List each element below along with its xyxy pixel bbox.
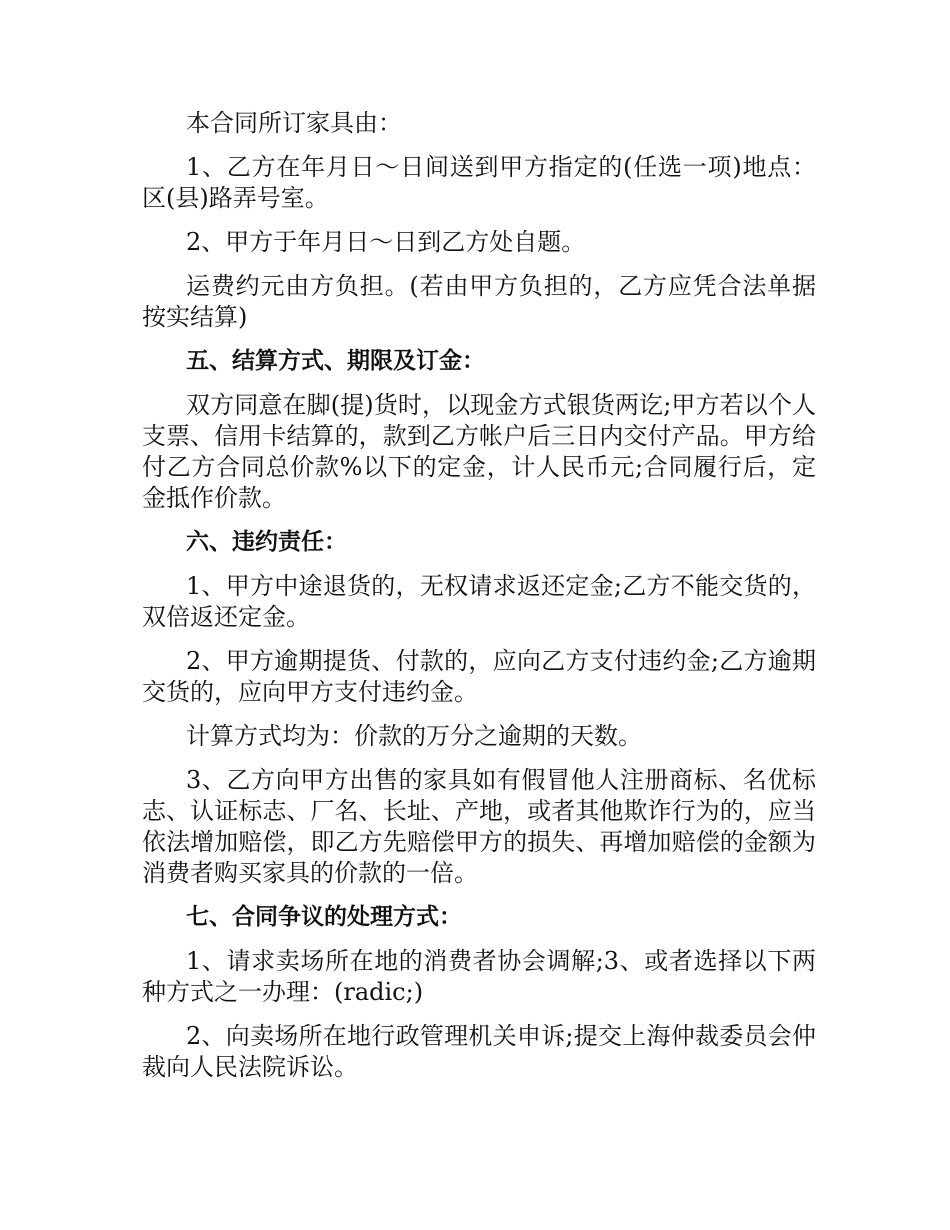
paragraph-shipping-fee: 运费约元由方负担。(若由甲方负担的，乙方应凭合法单据按实结算)	[142, 272, 816, 331]
section-heading-liability: 六、违约责任：	[186, 529, 347, 555]
paragraph-delivery-option-2: 2、甲方于年月日～日到乙方处自题。	[186, 228, 586, 256]
section-heading-dispute: 七、合同争议的处理方式：	[186, 904, 462, 930]
paragraph-liability-2: 2、甲方逾期提货、付款的，应向乙方支付违约金;乙方逾期交货的，应向甲方支付违约金。	[142, 647, 816, 706]
paragraph-calculation-method: 计算方式均为：价款的万分之逾期的天数。	[186, 722, 642, 750]
paragraph-liability-1: 1、甲方中途退货的，无权请求返还定金;乙方不能交货的，双倍返还定金。	[142, 572, 816, 631]
paragraph-delivery-option-1: 1、乙方在年月日～日间送到甲方指定的(任选一项)地点：区(县)路弄号室。	[142, 153, 816, 212]
document-page	[142, 108, 816, 1096]
paragraph-dispute-2: 2、向卖场所在地行政管理机关申诉;提交上海仲裁委员会仲裁向人民法院诉讼。	[142, 1022, 816, 1081]
section-heading-settlement: 五、结算方式、期限及订金：	[186, 348, 485, 374]
paragraph-dispute-1: 1、请求卖场所在地的消费者协会调解;3、或者选择以下两种方式之一办理：(radic;)	[142, 947, 816, 1006]
paragraph-settlement-terms: 双方同意在脚(提)货时，以现金方式银货两讫;甲方若以个人支票、信用卡结算的，款到乙方帐户后三日内交付产品。甲方给付乙方合同总价款%以下的定金，计人民币元;合同履行后，定金抵作价款。	[142, 391, 816, 512]
paragraph-liability-3: 3、乙方向甲方出售的家具如有假冒他人注册商标、名优标志、认证标志、厂名、长址、产地，或者其他欺诈行为的，应当依法增加赔偿，即乙方先赔偿甲方的损失、再增加赔偿的金额为消费者购买家具的价款的一倍。	[142, 766, 816, 887]
paragraph-furniture-delivery-intro: 本合同所订家具由：	[186, 109, 402, 137]
